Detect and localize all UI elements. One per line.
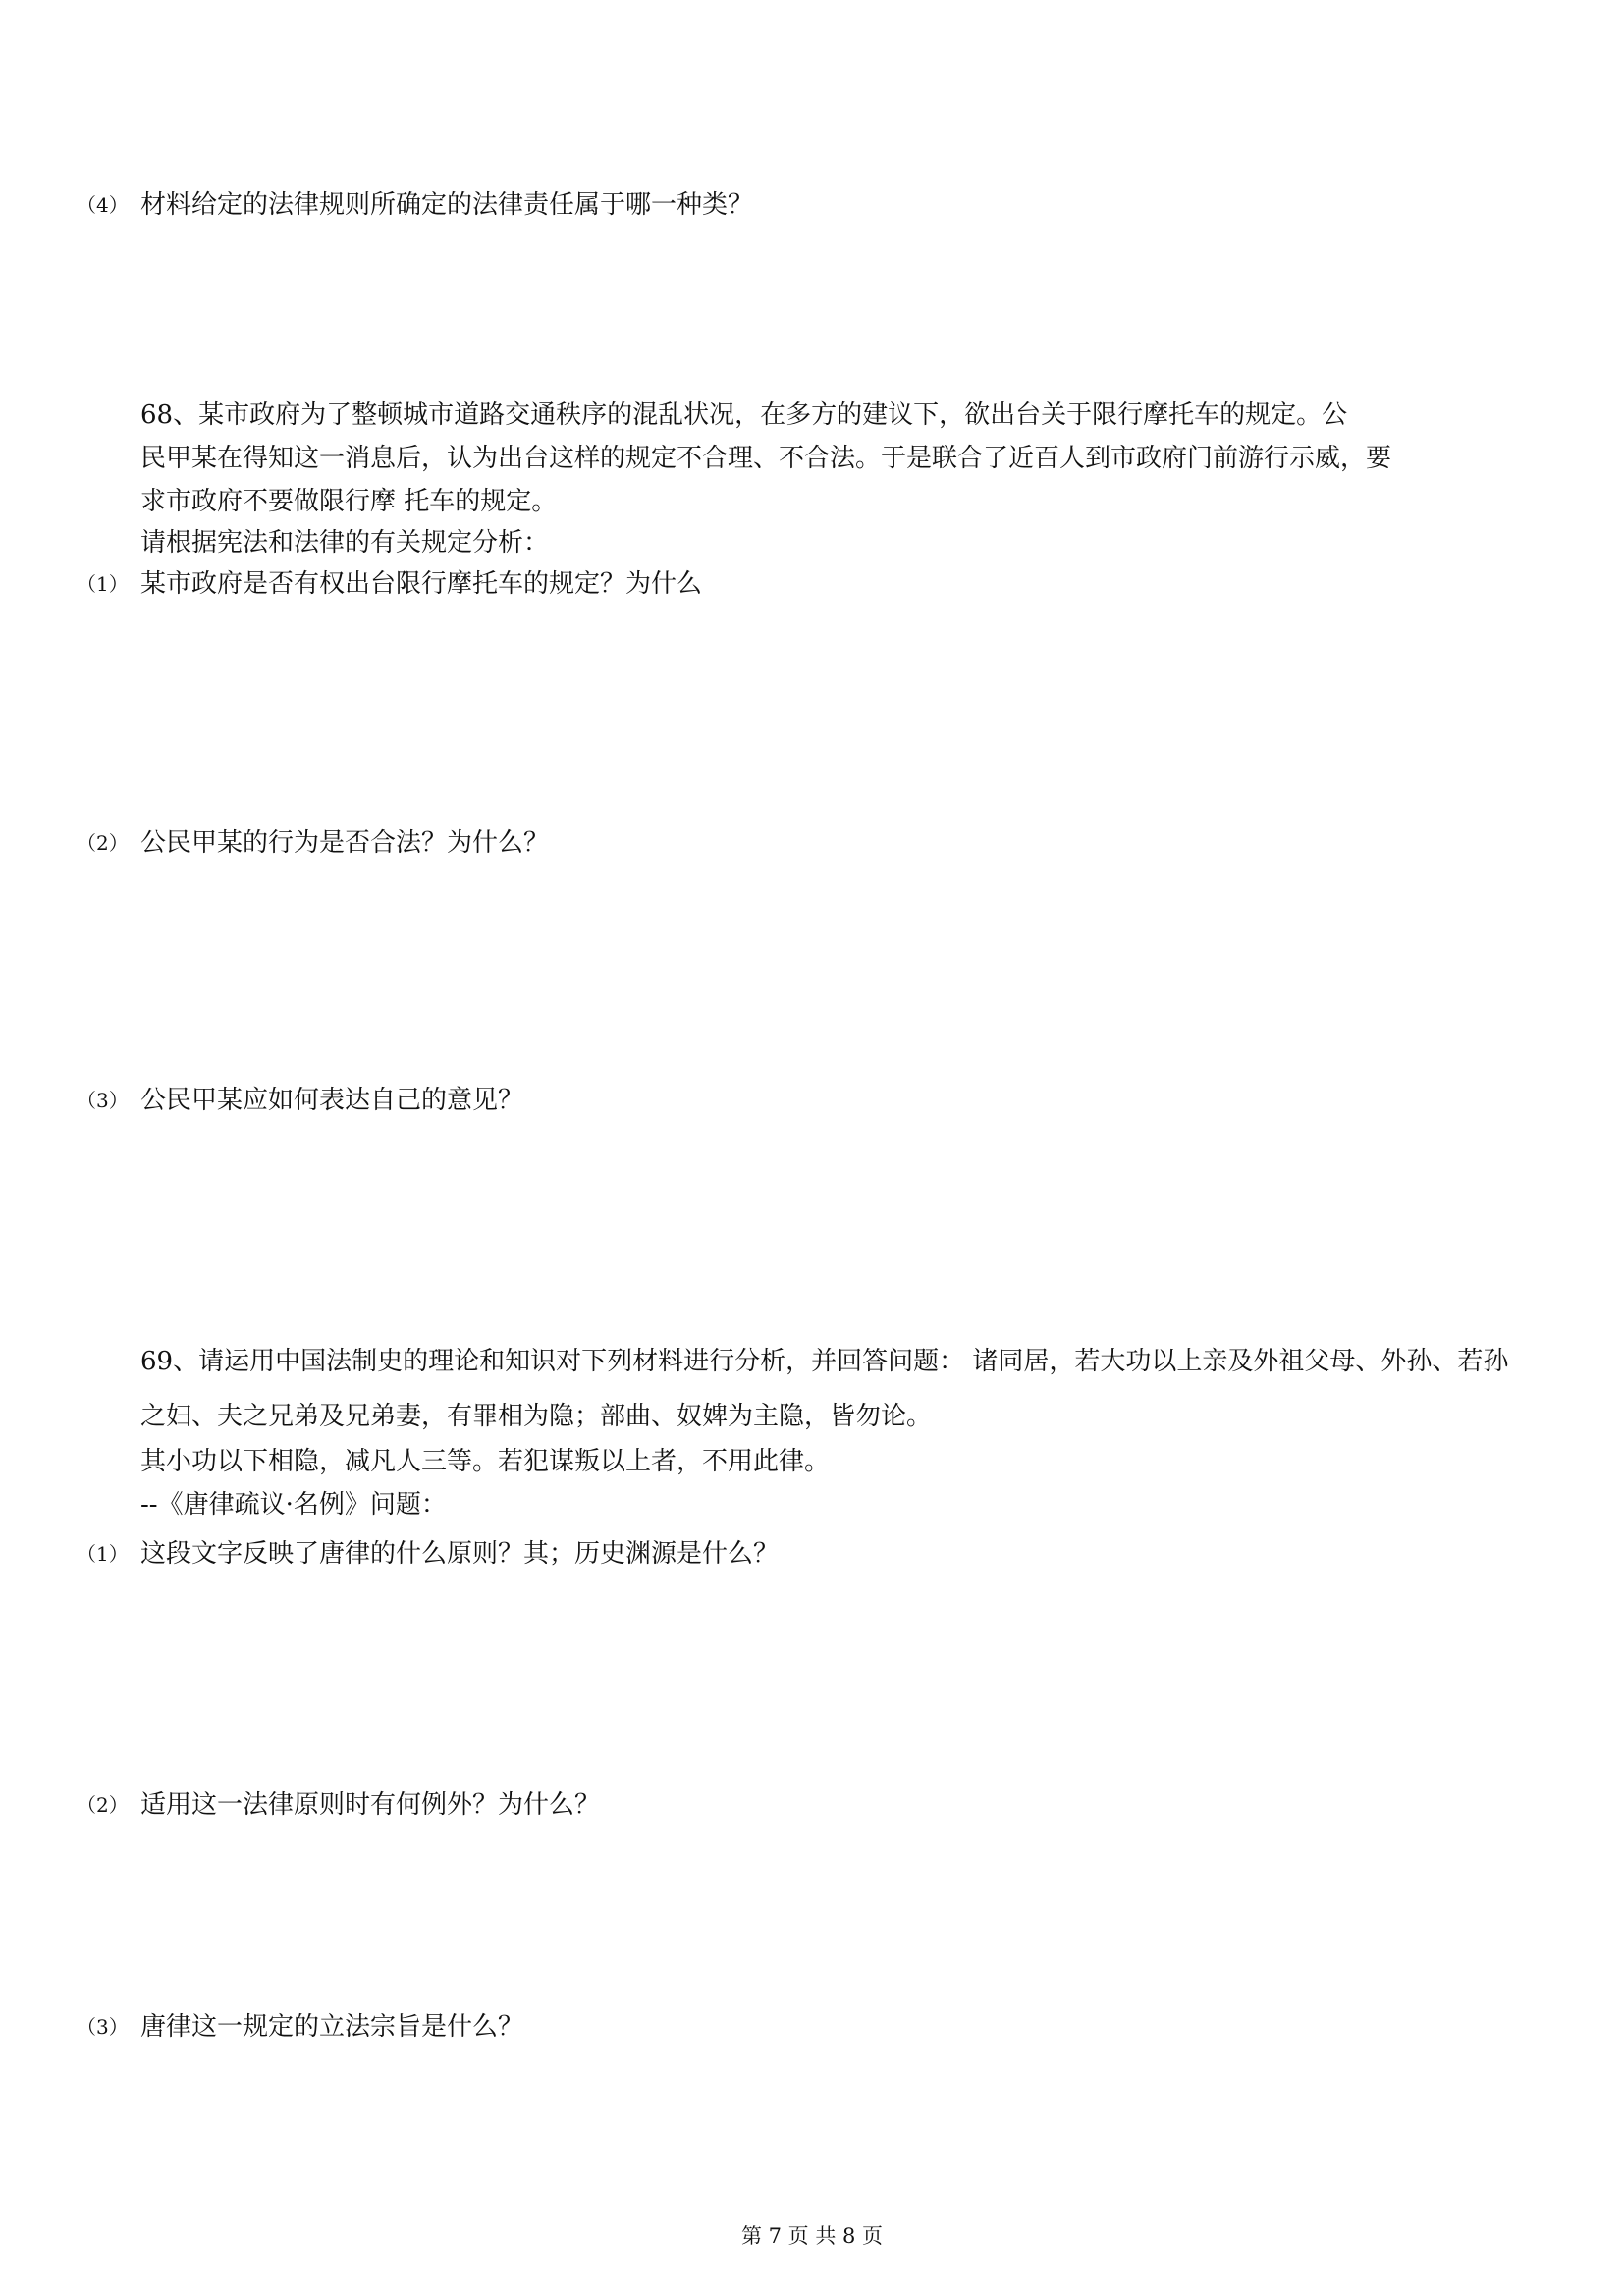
question-number: （3） — [77, 2015, 129, 2039]
question-number: （1） — [77, 1542, 129, 1566]
question-text: 适用这一法律原则时有何例外？为什么？ — [140, 1790, 601, 1820]
question-paragraph-line: 民甲某在得知这一消息后，认为出台这样的规定不合理、不合法。于是联合了近百人到市政府门前游行示威，要 — [140, 444, 1392, 473]
question-paragraph-line: 求市政府不要做限行摩 托车的规定。 — [140, 487, 558, 516]
question-text: 公民甲某应如何表达自己的意见？ — [140, 1086, 524, 1115]
question-text: 某市政府是否有权出台限行摩托车的规定？为什么 — [140, 569, 703, 599]
question-paragraph-line: 68、某市政府为了整顿城市道路交通秩序的混乱状况，在多方的建议下，欲出台关于限行摩托车的规定。公 — [140, 400, 1348, 430]
question-text: 唐律这一规定的立法宗旨是什么？ — [140, 2012, 524, 2042]
question-text: 公民甲某的行为是否合法？为什么？ — [140, 828, 550, 858]
question-text: 材料给定的法律规则所确定的法律责任属于哪一种类？ — [140, 190, 754, 220]
question-paragraph-line: --《唐律疏议·名例》问题： — [140, 1490, 447, 1520]
question-number: （2） — [77, 1793, 129, 1817]
question-number: （4） — [77, 193, 129, 217]
question-paragraph-line: 69、请运用中国法制史的理论和知识对下列材料进行分析，并回答问题： 诸同居，若大功以上亲及外祖父母、外孙、若孙 — [140, 1347, 1509, 1376]
question-number: （1） — [77, 572, 129, 596]
page-footer: 第 7 页 共 8 页 — [740, 2224, 884, 2248]
question-paragraph-line: 其小功以下相隐，减凡人三等。若犯谋叛以上者，不用此律。 — [140, 1447, 831, 1476]
question-text: 这段文字反映了唐律的什么原则？其；历史渊源是什么？ — [140, 1539, 780, 1569]
question-number: （2） — [77, 831, 129, 855]
question-number: （3） — [77, 1089, 129, 1112]
question-paragraph-line: 请根据宪法和法律的有关规定分析： — [140, 528, 550, 558]
question-paragraph-line: 之妇、夫之兄弟及兄弟妻，有罪相为隐；部曲、奴婢为主隐，皆勿论。 — [140, 1402, 933, 1431]
